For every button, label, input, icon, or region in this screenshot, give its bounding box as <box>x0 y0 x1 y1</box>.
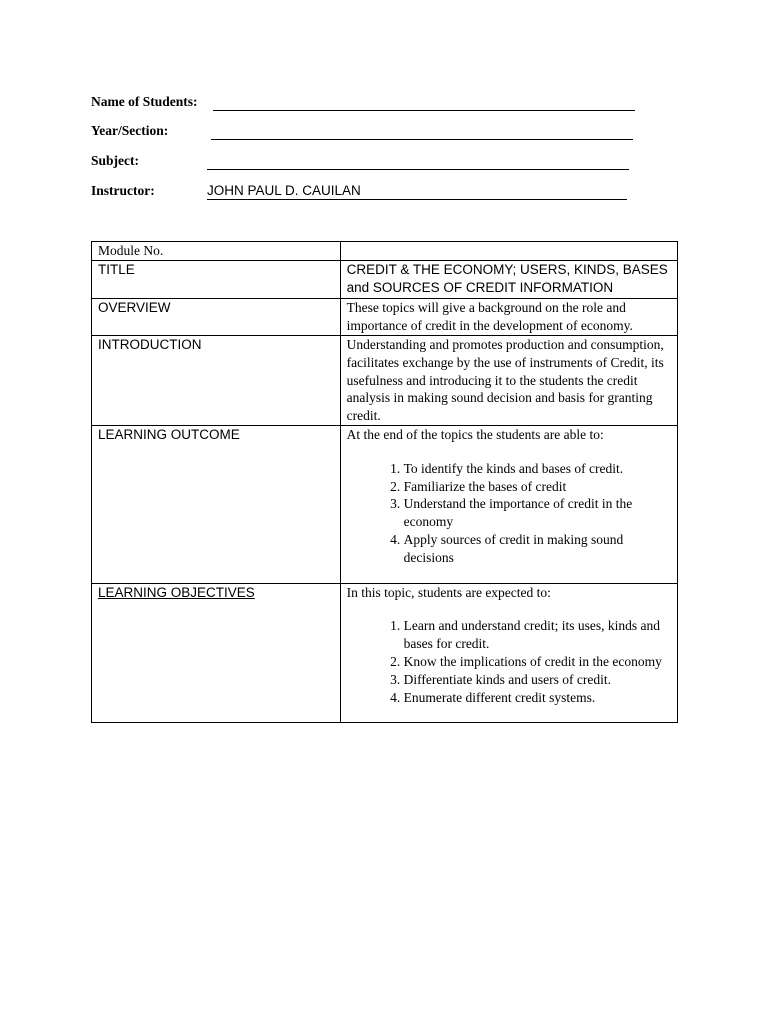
list-item: 4. Enumerate different credit systems. <box>404 689 671 707</box>
learning-objectives-intro: In this topic, students are expected to: <box>346 584 551 600</box>
subject-blank-line[interactable] <box>207 153 629 170</box>
title-label: TITLE <box>92 260 341 299</box>
instructor-line <box>207 183 627 200</box>
table-row-module-no <box>92 242 678 261</box>
learning-objectives-list <box>347 617 671 706</box>
learning-outcome-intro: At the end of the topics the students are able to: <box>346 426 604 442</box>
module-no-value <box>340 242 677 261</box>
learning-outcome-list <box>347 460 671 567</box>
overview-value: These topics will give a background on the role and importance of credit in the development of economy. <box>340 299 677 336</box>
year-section-blank-line[interactable] <box>211 123 633 140</box>
learning-outcome-cell <box>340 425 677 583</box>
table-row-introduction <box>92 335 678 425</box>
table-row-title <box>92 260 678 299</box>
instructor-value: JOHN PAUL D. CAUILAN <box>207 183 361 198</box>
learning-objectives-label <box>92 583 341 723</box>
list-item: 4. Apply sources of credit in making sound decisions <box>404 531 671 567</box>
introduction-label: INTRODUCTION <box>92 335 341 425</box>
table-row-learning-objectives <box>92 583 678 723</box>
students-label: Name of Students: <box>91 94 198 109</box>
table-row-learning-outcome <box>92 425 678 583</box>
list-item: 3. Differentiate kinds and users of credit. <box>404 671 671 689</box>
module-no-label: Module No. <box>92 242 341 261</box>
title-value: CREDIT & THE ECONOMY; USERS, KINDS, BASES and SOURCES OF CREDIT INFORMATION <box>340 260 677 299</box>
list-item: 1. To identify the kinds and bases of credit. <box>404 460 671 478</box>
list-item: 3. Understand the importance of credit in the economy <box>404 495 671 531</box>
subject-label: Subject: <box>91 153 139 168</box>
introduction-value: Understanding and promotes production and consumption, facilitates exchange by the use of instruments of Credit, its usefulness and introducing it to the students the credit analysis in making sound decision and basis for granting credit. <box>340 335 677 425</box>
table-row-overview <box>92 299 678 336</box>
list-item: 2. Know the implications of credit in the economy <box>404 653 671 671</box>
list-item: 1. Learn and understand credit; its uses, kinds and bases for credit. <box>404 617 671 653</box>
overview-label: OVERVIEW <box>92 299 341 336</box>
year-section-label: Year/Section: <box>91 123 169 138</box>
module-table <box>91 241 678 723</box>
students-blank-line[interactable] <box>213 94 635 111</box>
list-item: 2. Familiarize the bases of credit <box>404 478 671 496</box>
learning-objectives-cell <box>340 583 677 723</box>
learning-objectives-label-text: LEARNING OBJECTIVES <box>98 584 255 600</box>
learning-outcome-label: LEARNING OUTCOME <box>92 425 341 583</box>
instructor-label: Instructor: <box>91 183 155 198</box>
